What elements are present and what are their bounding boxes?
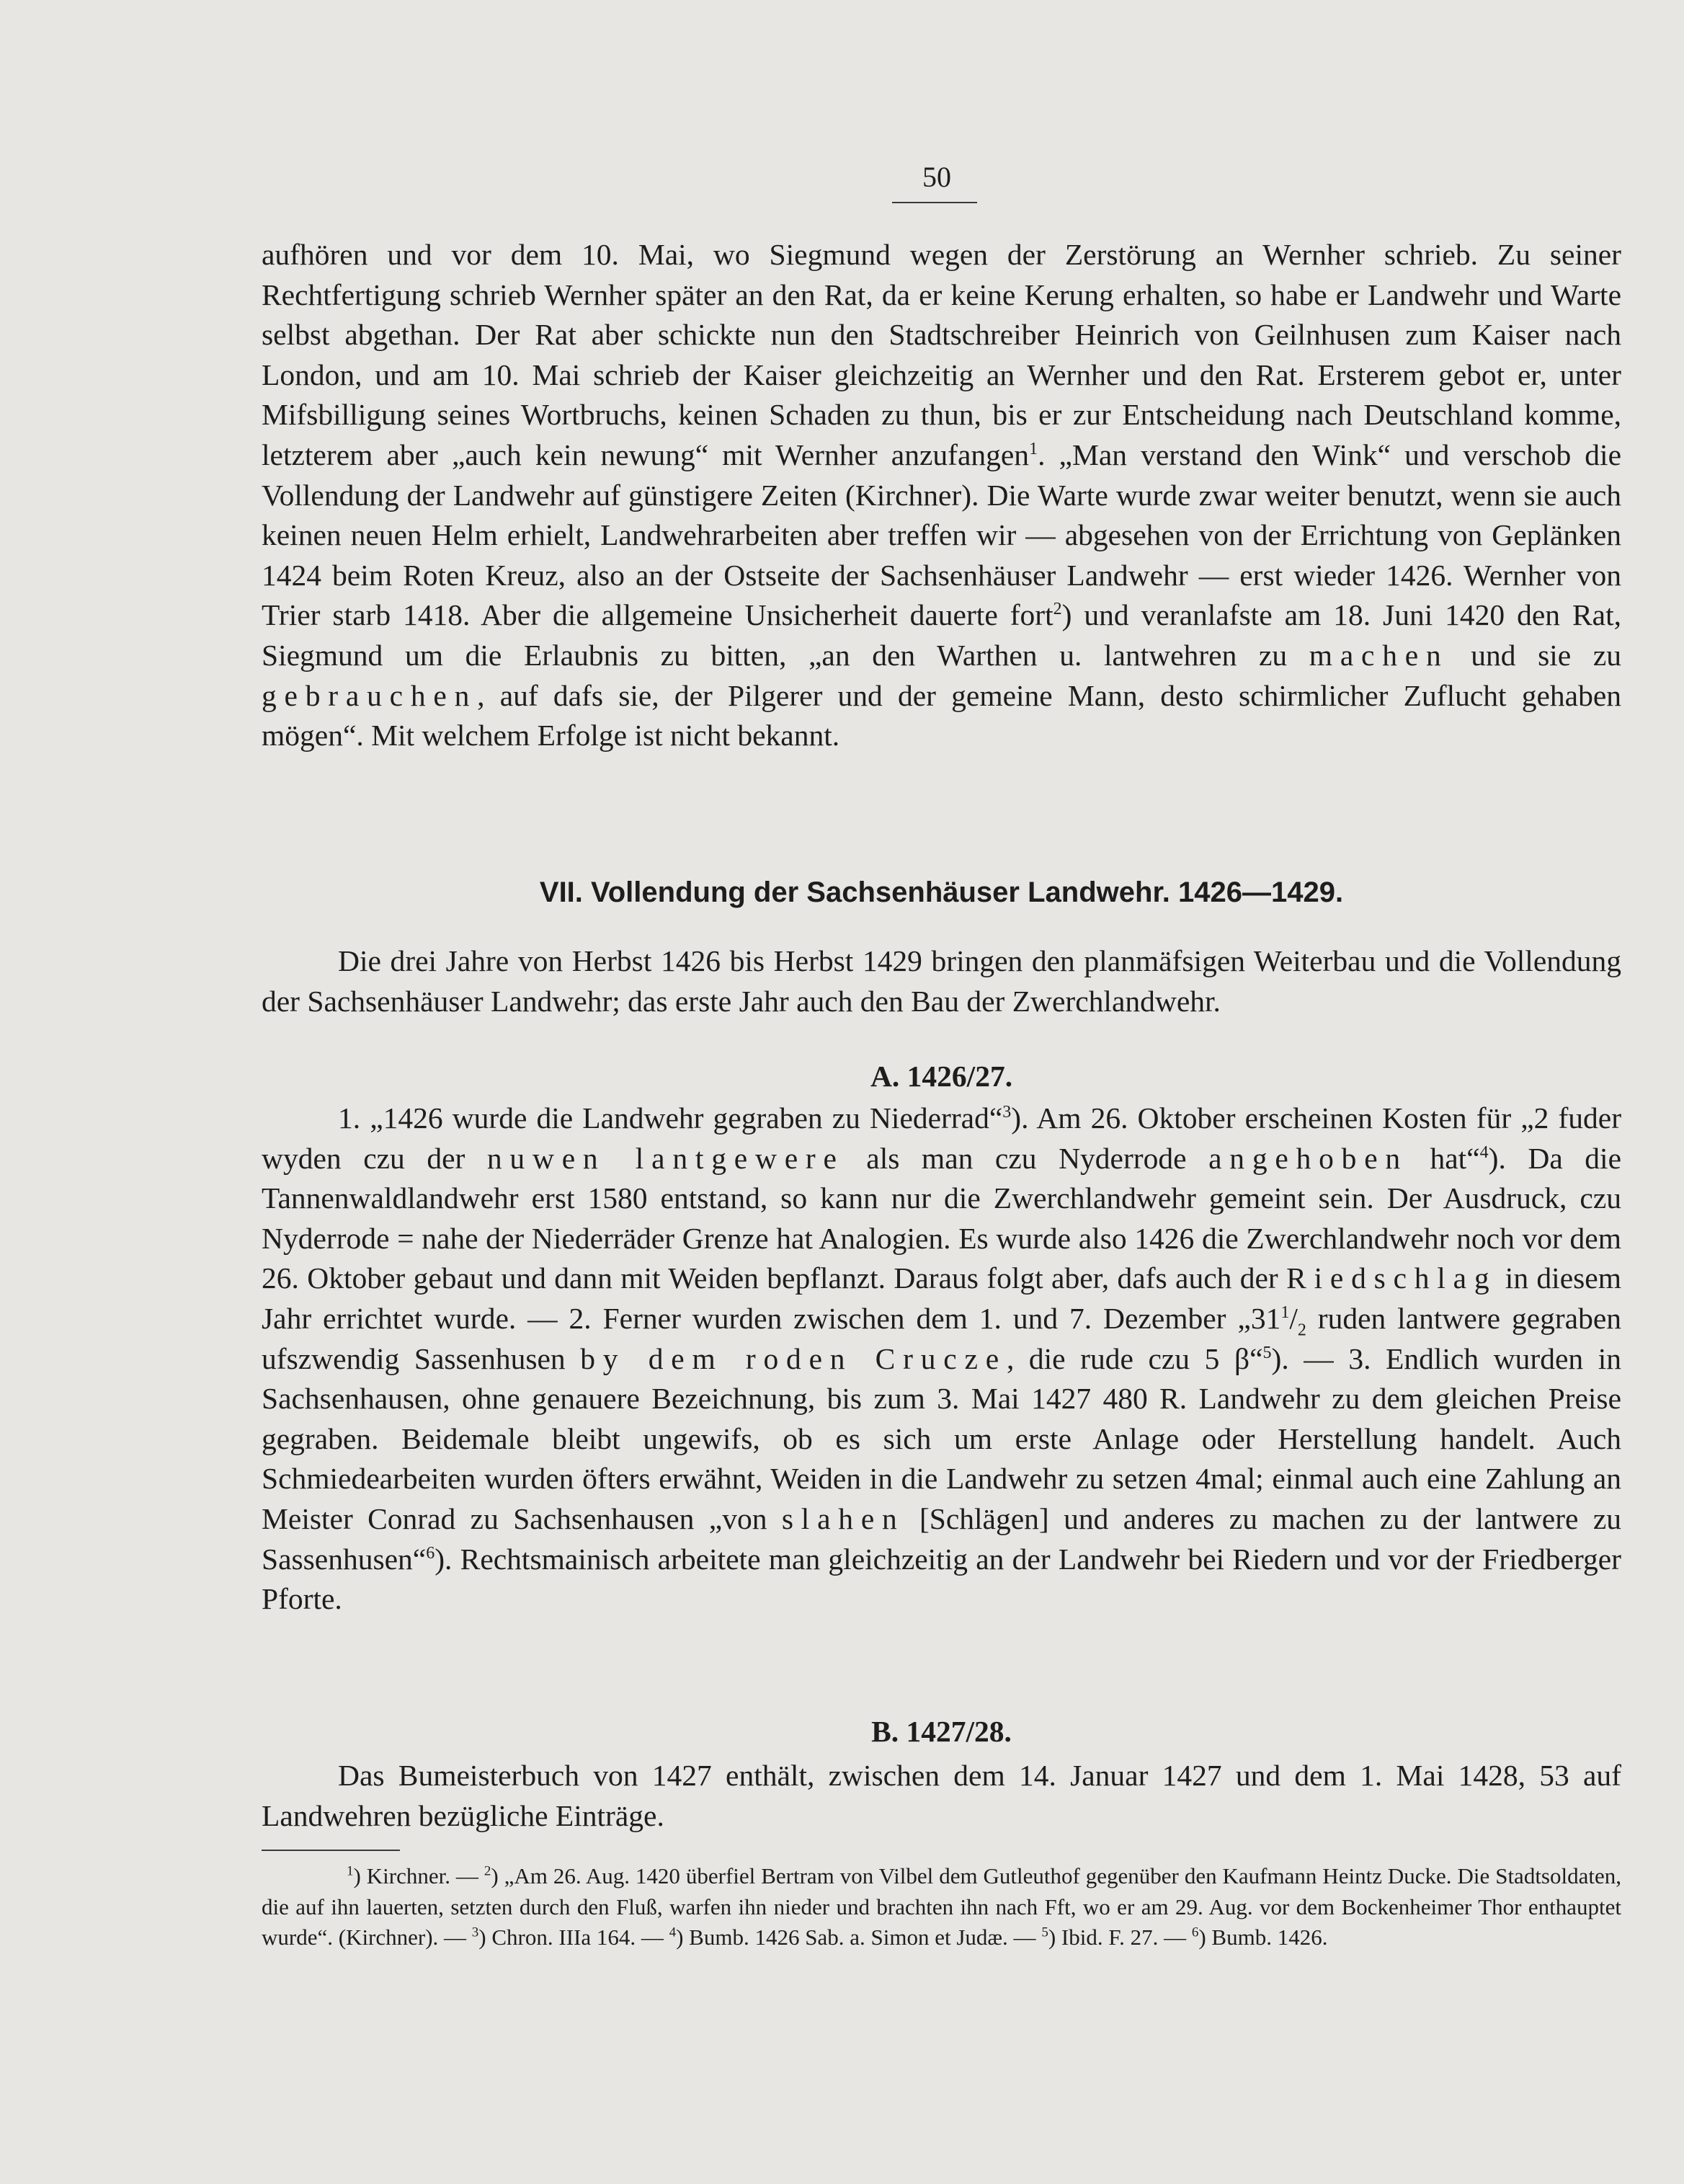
a-text-7: ruden lantwere gegraben ufszwendig Sassenhusen — [262, 1301, 1621, 1375]
footnotes — [262, 1861, 1621, 1953]
intro-text-3: ) und veranlafste am 18. Juni 1420 den Rat, Siegmund um die Erlaubnis zu bitten, „an den Warthen u. lantwehren zu — [262, 598, 1622, 672]
a-text-1: 1. „1426 wurde die Landwehr gegraben zu Niederrad“ — [338, 1101, 1003, 1135]
footnote-mark-2: 2 — [484, 1863, 491, 1879]
intro-text-5: , auf dafs sie, der Pilgerer und der gemeine Mann, desto schirmlicher Zuflucht gehaben mögen“. Mit welchem Erfolge ist nicht bekannt. — [262, 678, 1621, 753]
footnote-6-text: ) Bumb. 1426. — [1198, 1925, 1328, 1950]
footnote-3 — [472, 1925, 669, 1950]
spaced-word-angehoben: angehoben — [1208, 1141, 1408, 1175]
footnote-ref-1[interactable]: 1 — [1029, 440, 1038, 459]
footnote-ref-5[interactable]: 5 — [1262, 1343, 1272, 1362]
page-number: 50 — [922, 161, 951, 193]
footnote-5-text: ) Ibid. F. 27. — — [1048, 1925, 1192, 1950]
intro-text-1: aufhören und vor dem 10. Mai, wo Siegmund wegen der Zerstörung an Wernher schrieb. Zu seiner Rechtfertigung schrieb Wernher später an den Rat, da er keine Kerung erhalten, so habe er Landwehr und Warte selbst abgethan. Der Rat aber schickte nun den Stadtschreiber Heinrich von Geilnhusen zum Kaiser nach London, und am 10. Mai schrieb der Kaiser gleichzeitig an Wernher und den Rat. Ersterem gebot er, unter Mifsbilligung seines Wortbruchs, keinen Schaden zu thun, bis er zur Entscheidung nach Deutschland komme, letzterem aber „auch kein newung“ mit Wernher anzufangen — [262, 238, 1621, 471]
a-text-4: hat“ — [1407, 1141, 1480, 1175]
footnote-mark-4: 4 — [669, 1925, 677, 1940]
intro-text-2: . „Man verstand den Wink“ und verschob die Vollendung der Landwehr auf günstigere Zeiten (Kirchner). Die Warte wurde zwar weiter benutzt, wenn sie auch keinen neuen Helm erhielt, Landwehrarbeiten aber treffen wir — abgesehen von der Errichtung von Geplänken 1424 beim Roten Kreuz, also an der Ostseite der Sachsenhäuser Landwehr — erst wieder 1426. Wernher von Trier starb 1418. Aber die allgemeine Unsicherheit dauerte fort — [262, 438, 1621, 632]
footnote-6 — [1192, 1925, 1328, 1950]
spaced-word-slahen: slahen — [781, 1501, 905, 1535]
subsection-b-heading: B. 1427/28. — [871, 1715, 1012, 1748]
a-text-6: in diesem Jahr errichtet wurde. — 2. Ferner wurden zwischen dem 1. und 7. Dezember „31 — [262, 1261, 1621, 1335]
a-text-9: ). — 3. Endlich wurden in Sachsenhausen, ohne genauere Bezeichnung, bis zum 3. Mai 1427 480 R. Landwehr zu dem gleichen Preise gegraben. Beidemale bleibt ungewifs, ob es sich um erste Anlage oder Herstellung handelt. Auch Schmiedearbeiten wurden öfters erwähnt, Weiden in die Landwehr zu setzen 4mal; einmal auch eine Zahlung an Meister Conrad zu Sachsenhausen „von — [262, 1341, 1621, 1535]
a-text-11: ). Rechtsmainisch arbeitete man gleichzeitig an der Landwehr bei Riedern und vor der Friedberger Pforte. — [262, 1542, 1621, 1616]
intro-text-4: und sie zu — [1448, 638, 1622, 672]
a-text-2: ). Am 26. Oktober erscheinen Kosten für „2 fuder wyden czu der — [262, 1101, 1622, 1175]
spaced-word-riedschlag: Riedschlag — [1286, 1261, 1497, 1295]
footnote-ref-6[interactable]: 6 — [426, 1543, 435, 1563]
a-text-8: , die rude czu 5 β“ — [1006, 1341, 1263, 1375]
spaced-phrase-by-dem-roden-crucze: by dem roden Crucze — [580, 1341, 1007, 1375]
footnote-4-text: ) Bumb. 1426 Sab. a. Simon et Judæ. — — [676, 1925, 1042, 1950]
subsection-a-heading: A. 1426/27. — [870, 1060, 1013, 1093]
footnote-1-text: ) Kirchner. — — [353, 1863, 484, 1888]
spaced-word-machen: machen — [1309, 638, 1449, 672]
footnote-5 — [1041, 1925, 1192, 1950]
footnote-1 — [262, 1863, 484, 1888]
footnote-2-text: ) „Am 26. Aug. 1420 überfiel Bertram von Vilbel dem Gutleuthof gegenüber den Kaufmann Heintz Ducke. Die Stadtsoldaten, die auf ihn lauerten, setzten durch den Fluß, warfen ihn nieder und brachten ihn nach Fft, wo er am 29. Aug. vor dem Bockenheimer Thor enthauptet wurde“. (Kirchner). — — [262, 1863, 1621, 1950]
footnote-mark-1: 1 — [347, 1863, 354, 1879]
footnote-ref-4[interactable]: 4 — [1479, 1142, 1489, 1162]
section-heading: VII. Vollendung der Sachsenhäuser Landwehr. 1426—1429. — [539, 876, 1344, 908]
footnote-mark-3: 3 — [471, 1925, 479, 1940]
footnote-rule — [262, 1850, 400, 1851]
a-text-3: als man czu Nyderrode — [844, 1141, 1209, 1175]
footnote-mark-5: 5 — [1041, 1925, 1048, 1940]
fraction-numerator: 1 — [1280, 1303, 1290, 1323]
footnote-4 — [669, 1925, 1042, 1950]
a-text-5: ). Da die Tannenwaldlandwehr erst 1580 entstand, so kann nur die Zwerchlandwehr gemeint sein. Der Ausdruck, czu Nyderrode = nahe der Niederräder Grenze hat Analogien. Es wurde also 1426 die Zwerchlandwehr noch vor dem 26. Oktober gebaut und dann mit Weiden bepflanzt. Daraus folgt aber, dafs auch der — [262, 1141, 1622, 1295]
footnote-mark-6: 6 — [1191, 1925, 1199, 1940]
footnote-ref-3[interactable]: 3 — [1002, 1103, 1012, 1122]
a-text-10: [Schlägen] und anderes zu machen zu der lantwere zu Sassenhusen“ — [262, 1501, 1621, 1576]
subsection-b-paragraph: Das Bumeisterbuch von 1427 enthält, zwischen dem 14. Januar 1427 und dem 1. Mai 1428, 53 auf Landwehren bezügliche Einträge. — [262, 1759, 1621, 1832]
section-intro-paragraph: Die drei Jahre von Herbst 1426 bis Herbst 1429 bringen den planmäfsigen Weiterbau und die Vollendung der Sachsenhäuser Landwehr; das erste Jahr auch den Bau der Zwerchlandwehr. — [262, 944, 1621, 1018]
fraction-denominator: 2 — [1297, 1320, 1306, 1340]
footnote-3-text: ) Chron. IIIa 164. — — [478, 1925, 669, 1950]
spaced-word-gebrauchen: gebrauchen — [262, 678, 478, 712]
intro-paragraph — [262, 235, 1621, 756]
subsection-a-paragraph: 1. „1426 wurde die Landwehr gegraben zu Niederrad“$^3$). Am 26. Oktober erscheinen Kosten für „2 fuder wyden czu der nuwen lantgewere als man czu Nyderrode angehoben hat“$^4$). Da die Tannenwaldlandwehr erst 1580 entstand, so kann nur die Zwerchlandwehr gemeint sein. Der Ausdruck, czu Nyderrode = nahe der Niederräder Grenze hat Analogien. Es wurde also 1426 die Zwerchlandwehr noch vor dem 26. Oktober gebaut und dann mit Weiden bepflanzt. Daraus folgt aber, dafs auch der Riedschlag in diesem Jahr errichtet wurde. — 2. Ferner wurden zwischen dem 1. und 7. Dezember $„31^1/_2$ ruden lantwere gegraben ufszwendig Sassenhusen by dem roden Crucze, die rude czu 5 β“$^5$). — 3. Endlich wurden in Sachsenhausen, ohne genauere Bezeichnung, bis zum 3. Mai 1427 480 R. Landwehr zu dem gleichen Preise gegraben. Beidemale bleibt ungewifs, ob es sich um erste Anlage oder Herstellung handelt. Auch Schmiedearbeiten wurden öfters erwähnt, Weiden in die Landwehr zu setzen 4mal; einmal auch eine Zahlung an Meister Conrad zu Sachsenhausen „von slahen [Schlägen] und anderes zu machen zu der lantwere zu Sassenhusen“$^6$). Rechtsmainisch arbeitete man gleichzeitig an der Landwehr bei Riedern und vor der Friedberger Pforte. — [262, 1101, 1622, 1616]
footnote-ref-2[interactable]: 2 — [1053, 600, 1062, 619]
page-number-rule — [892, 202, 977, 203]
spaced-phrase-nuwen-lantgewere: nuwen lantgewere — [486, 1141, 845, 1175]
